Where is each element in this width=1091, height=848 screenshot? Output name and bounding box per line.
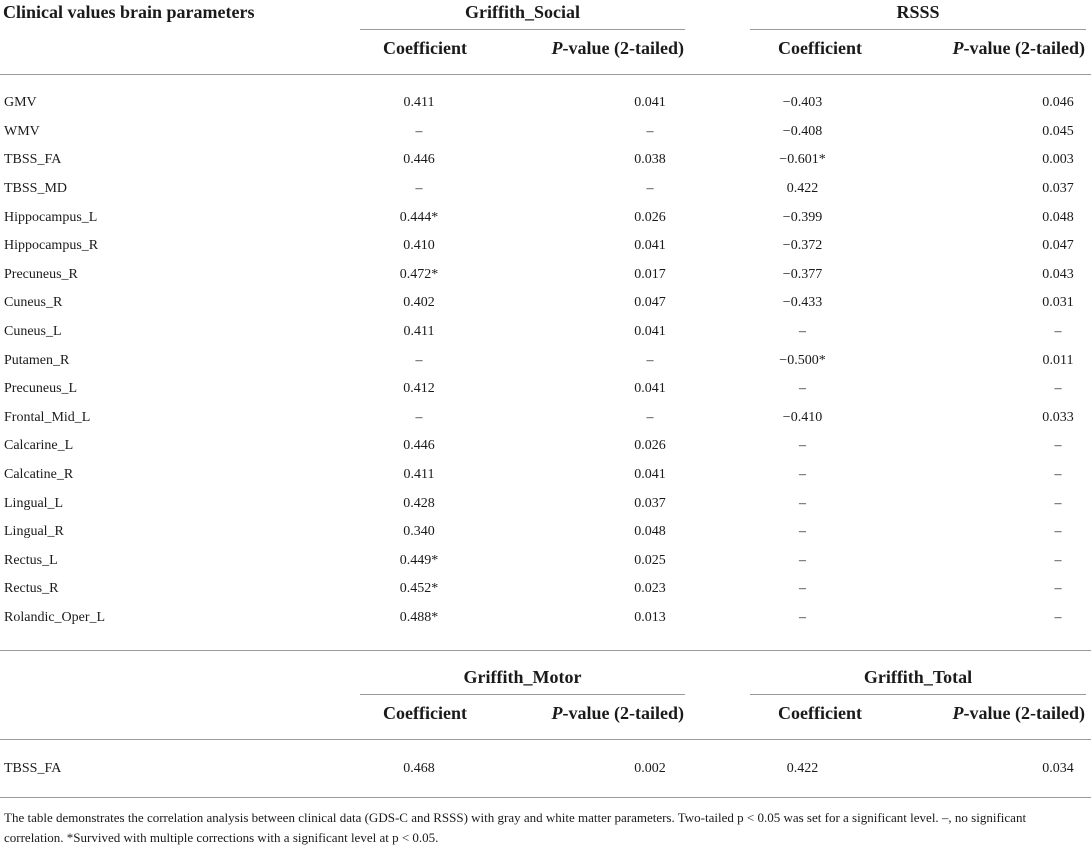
rsss-coefficient-cell: – <box>799 609 806 625</box>
row-name-cell: Precuneus_R <box>4 266 78 282</box>
rsss-coefficient-cell: −0.601* <box>779 152 826 168</box>
rsss-coefficient-cell: −0.399 <box>782 209 823 225</box>
row-name-cell: WMV <box>4 123 40 139</box>
griffith-total-coefficient-cell: 0.422 <box>786 760 819 776</box>
griffith-social-pvalue-cell: 0.038 <box>634 152 666 168</box>
row-name-cell: Cuneus_L <box>4 324 62 340</box>
rsss-pvalue-cell: 0.045 <box>1042 123 1074 139</box>
table-row <box>0 575 1091 604</box>
griffith-social-pvalue-cell: 0.023 <box>634 581 666 597</box>
table-row <box>0 289 1091 318</box>
group-header-rsss-label: RSSS <box>750 2 1086 30</box>
rsss-coefficient-cell: – <box>799 381 806 397</box>
row-name-cell: GMV <box>4 95 37 111</box>
rsss-coefficient-cell: – <box>799 467 806 483</box>
pvalue-header: P-value (2-tailed) <box>952 703 1085 724</box>
group-header-griffith-total-label: Griffith_Total <box>750 667 1086 695</box>
griffith-total-pvalue-cell: 0.034 <box>1042 760 1074 776</box>
griffith-social-pvalue-cell: – <box>646 352 654 368</box>
table-row <box>0 232 1091 261</box>
rsss-coefficient-cell: 0.422 <box>786 181 819 197</box>
rsss-pvalue-cell: – <box>1054 609 1062 625</box>
rsss-pvalue-cell: 0.033 <box>1042 409 1074 425</box>
row-name-cell: Rectus_R <box>4 581 59 597</box>
rsss-pvalue-cell: 0.048 <box>1042 209 1074 225</box>
griffith-social-coefficient-cell: – <box>415 181 423 197</box>
griffith-social-coefficient-cell: 0.412 <box>403 381 435 397</box>
rsss-pvalue-cell: – <box>1054 524 1062 540</box>
griffith-social-pvalue-cell: – <box>646 123 654 139</box>
table-row <box>0 261 1091 290</box>
empty-header-cell <box>0 32 320 75</box>
rsss-pvalue-cell: 0.031 <box>1042 295 1074 311</box>
rsss-coefficient-cell: – <box>799 438 806 454</box>
table-row <box>0 318 1091 347</box>
rsss-pvalue-cell: 0.046 <box>1042 95 1074 111</box>
griffith-social-coefficient-cell: 0.402 <box>403 295 435 311</box>
griffith-motor-pvalue-cell: 0.002 <box>634 760 666 776</box>
group-header-griffith-total <box>690 665 1091 697</box>
row-name-cell: Rolandic_Oper_L <box>4 609 106 625</box>
griffith-social-pvalue-cell: 0.026 <box>634 209 666 225</box>
top-group-header-row <box>0 0 1091 32</box>
coefficient-header: Coefficient <box>778 38 862 58</box>
rsss-coefficient-cell: – <box>799 324 806 340</box>
rsss-coefficient-cell: −0.377 <box>782 266 823 282</box>
rsss-coefficient-cell: −0.433 <box>782 295 823 311</box>
griffith-social-coefficient-cell: 0.472* <box>399 266 439 282</box>
rsss-coefficient-cell: −0.372 <box>782 238 823 254</box>
table-row <box>0 604 1091 633</box>
rsss-pvalue-cell: – <box>1054 495 1062 511</box>
griffith-social-pvalue-cell: 0.037 <box>634 495 666 511</box>
rsss-pvalue-cell: 0.011 <box>1042 352 1074 368</box>
section-separator <box>0 632 1091 754</box>
griffith-social-pvalue-cell: 0.041 <box>634 238 666 254</box>
griffith-social-coefficient-cell: 0.446 <box>403 152 435 168</box>
table-row <box>0 547 1091 576</box>
griffith-social-coefficient-cell: 0.340 <box>403 524 435 540</box>
label-column-header: Clinical values brain parameters <box>3 2 255 22</box>
table-row <box>0 146 1091 175</box>
table-row <box>0 518 1091 547</box>
table-caption: The table demonstrates the correlation analysis between clinical data (GDS-C and RSSS) with gray and white matter parameters. Two-tailed p < 0.05 was set for a significant level. –, no significant correlation. *Survived with multiple corrections with a significant level at p < 0.05. <box>4 809 1027 845</box>
table-row <box>0 754 1091 783</box>
row-name-cell: Lingual_R <box>4 524 64 540</box>
griffith-social-pvalue-cell: 0.041 <box>634 467 666 483</box>
table-row <box>0 175 1091 204</box>
rsss-coefficient-cell: −0.403 <box>782 95 823 111</box>
table-row <box>0 461 1091 490</box>
table-row <box>0 118 1091 147</box>
griffith-social-pvalue-cell: 0.041 <box>634 95 666 111</box>
row-name-cell: Precuneus_L <box>4 381 78 397</box>
rsss-pvalue-cell: – <box>1054 467 1062 483</box>
griffith-social-pvalue-cell: 0.041 <box>634 381 666 397</box>
coefficient-header: Coefficient <box>778 703 862 724</box>
row-name-cell: Calcatine_R <box>4 467 74 483</box>
rsss-pvalue-cell: – <box>1054 324 1062 340</box>
row-name-cell: Lingual_L <box>4 495 64 511</box>
griffith-social-pvalue-cell: 0.025 <box>634 552 666 568</box>
main-table-body <box>0 89 1091 632</box>
row-name-cell: Rectus_L <box>4 552 58 568</box>
griffith-social-pvalue-cell: – <box>646 181 654 197</box>
griffith-social-coefficient-cell: 0.446 <box>403 438 435 454</box>
griffith-social-coefficient-cell: 0.411 <box>403 324 435 340</box>
griffith-social-coefficient-cell: 0.410 <box>403 238 435 254</box>
rsss-pvalue-cell: 0.003 <box>1042 152 1074 168</box>
table-row <box>0 489 1091 518</box>
griffith-social-coefficient-cell: 0.411 <box>403 467 435 483</box>
empty-header-cell <box>0 697 320 740</box>
rsss-coefficient-cell: – <box>799 495 806 511</box>
rsss-pvalue-cell: – <box>1054 552 1062 568</box>
pvalue-header: P-value (2-tailed) <box>551 38 684 58</box>
row-name-cell: TBSS_FA <box>4 152 62 168</box>
rsss-coefficient-cell: – <box>799 581 806 597</box>
row-name-cell: Calcarine_L <box>4 438 74 454</box>
coefficient-header: Coefficient <box>383 703 467 724</box>
rsss-pvalue-cell: 0.037 <box>1042 181 1074 197</box>
row-name-cell: Putamen_R <box>4 352 70 368</box>
rsss-coefficient-cell: – <box>799 552 806 568</box>
rsss-pvalue-cell: – <box>1054 438 1062 454</box>
table-row <box>0 346 1091 375</box>
rsss-coefficient-cell: −0.408 <box>782 123 823 139</box>
rsss-coefficient-cell: −0.500* <box>779 352 826 368</box>
griffith-social-coefficient-cell: 0.444* <box>399 209 439 225</box>
row-name-cell: TBSS_MD <box>4 181 68 197</box>
table-row <box>0 203 1091 232</box>
rsss-pvalue-cell: – <box>1054 381 1062 397</box>
table-row <box>0 89 1091 118</box>
row-name-cell: Cuneus_R <box>4 295 63 311</box>
empty-header-cell <box>0 665 320 697</box>
griffith-social-pvalue-cell: 0.017 <box>634 266 666 282</box>
table-row <box>0 404 1091 433</box>
group-header-griffith-social <box>320 0 690 32</box>
row-name-cell: Frontal_Mid_L <box>4 409 91 425</box>
griffith-motor-coefficient-cell: 0.468 <box>403 760 435 776</box>
group-header-rsss <box>690 0 1091 32</box>
rsss-coefficient-cell: – <box>799 524 806 540</box>
pvalue-header: P-value (2-tailed) <box>952 38 1085 58</box>
griffith-social-coefficient-cell: – <box>415 123 423 139</box>
rsss-pvalue-cell: – <box>1054 581 1062 597</box>
row-name-cell: TBSS_FA <box>4 760 62 776</box>
table-row <box>0 375 1091 404</box>
top-sub-header-row <box>0 32 1091 75</box>
rsss-coefficient-cell: −0.410 <box>782 409 823 425</box>
griffith-social-pvalue-cell: 0.026 <box>634 438 666 454</box>
griffith-social-pvalue-cell: 0.013 <box>634 609 666 625</box>
griffith-social-pvalue-cell: 0.041 <box>634 324 666 340</box>
griffith-social-coefficient-cell: – <box>415 352 423 368</box>
griffith-social-coefficient-cell: 0.449* <box>399 552 439 568</box>
bottom-group-header-row <box>0 665 1091 697</box>
griffith-social-pvalue-cell: 0.048 <box>634 524 666 540</box>
row-name-cell: Hippocampus_R <box>4 238 99 254</box>
griffith-social-coefficient-cell: – <box>415 409 423 425</box>
griffith-social-pvalue-cell: – <box>646 409 654 425</box>
bottom-table-body <box>0 754 1091 783</box>
rsss-pvalue-cell: 0.043 <box>1042 266 1074 282</box>
rsss-pvalue-cell: 0.047 <box>1042 238 1074 254</box>
griffith-social-pvalue-cell: 0.047 <box>634 295 666 311</box>
griffith-social-coefficient-cell: 0.452* <box>399 581 439 597</box>
griffith-social-coefficient-cell: 0.411 <box>403 95 435 111</box>
coefficient-header: Coefficient <box>383 38 467 58</box>
group-header-griffith-social-label: Griffith_Social <box>360 2 685 30</box>
griffith-social-coefficient-cell: 0.428 <box>403 495 435 511</box>
group-header-griffith-motor-label: Griffith_Motor <box>360 667 685 695</box>
group-header-griffith-motor <box>320 665 690 697</box>
pvalue-header: P-value (2-tailed) <box>551 703 684 724</box>
row-name-cell: Hippocampus_L <box>4 209 98 225</box>
bottom-sub-header-row <box>0 697 1091 740</box>
griffith-social-coefficient-cell: 0.488* <box>399 609 439 625</box>
table-row <box>0 432 1091 461</box>
